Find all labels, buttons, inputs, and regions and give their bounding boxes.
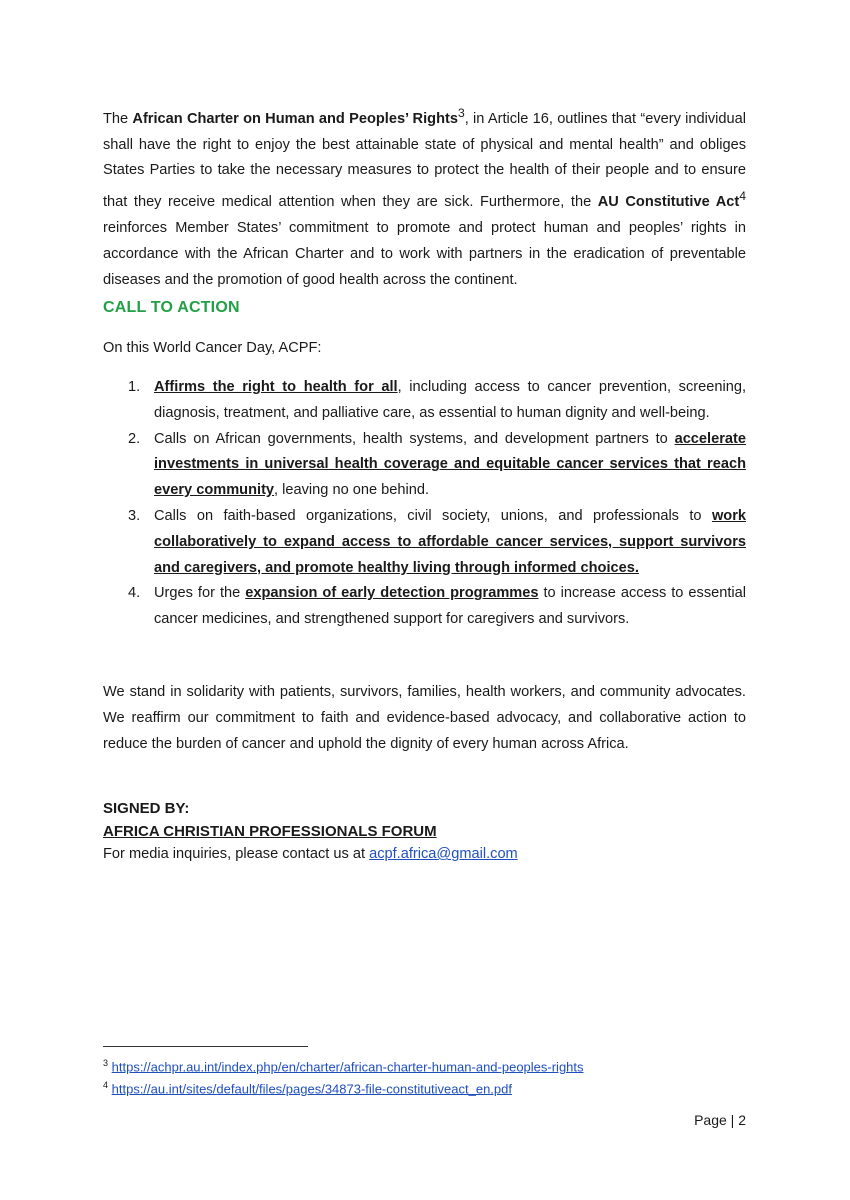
footnote-divider xyxy=(103,1046,308,1047)
organization-name: AFRICA CHRISTIAN PROFESSIONALS FORUM xyxy=(103,823,437,840)
footnote-3: $^3$ https://achpr.au.int/index.php/en/charter/african-charter-human-and-peoples-rights xyxy=(103,1058,584,1075)
emphasis-text: accelerate investments in universal health coverage and equitable cancer services that reach every community xyxy=(154,430,746,499)
intro-paragraph: The African Charter on Human and Peoples’ Rights$^3$, in Article 16, outlines that “every individual shall have the right to enjoy the best attainable state of physical and mental health” and obliges States Parties to take the necessary measures to protect the health of their people and to ensure that they receive medical attention when they are sick. Furthermore, the AU Constitutive Act$^4$ reinforces Member States’ commitment to promote and protect human and peoples’ rights in accordance with the African Charter and to work with partners in the eradication of preventable diseases and the promotion of good health across the continent. xyxy=(103,106,746,288)
emphasis-text: expansion of early detection programmes xyxy=(245,585,539,602)
call-to-action-intro: On this World Cancer Day, ACPF: xyxy=(103,340,322,356)
footnote-ref-4: 4 xyxy=(739,189,746,204)
emphasis-text: work collaboratively to expand access to affordable cancer services, support survivors and caregivers, and promote healthy living through informed choices. xyxy=(154,507,746,576)
list-item: 3. Calls on faith-based organizations, civil society, unions, and professionals to work collaboratively to expand access to affordable cancer services, support survivors and caregivers, and promote healthy living through informed choices. xyxy=(128,507,746,576)
list-item: 4. Urges for the expansion of early detection programmes to increase access to essential cancer medicines, and strengthened support for caregivers and survivors. xyxy=(128,585,746,628)
footnote-ref-3: 3 xyxy=(457,106,465,120)
call-to-action-heading: CALL TO ACTION xyxy=(103,299,240,316)
list-item: 1. Affirms the right to health for all, including access to cancer prevention, screening, diagnosis, treatment, and palliative care, as essential to human dignity and well-being. xyxy=(128,379,747,421)
footnote-4: $^4$ https://au.int/sites/default/files/pages/34873-file-constitutiveact_en.pdf xyxy=(103,1080,512,1097)
list-item: 2. Calls on African governments, health systems, and development partners to accelerate investments in universal health coverage and equitable cancer services that reach every community, leaving no one behind. xyxy=(128,430,746,499)
footnote-4-link[interactable]: https://au.int/sites/default/files/pages/34873-file-constitutiveact_en.pdf xyxy=(111,1081,512,1097)
signed-by-label: SIGNED BY: xyxy=(103,800,190,817)
document-page xyxy=(103,0,746,1200)
media-contact: For media inquiries, please contact us at acpf.africa@gmail.com xyxy=(103,846,518,862)
contact-email-link[interactable]: acpf.africa@gmail.com xyxy=(369,846,518,862)
action-list xyxy=(103,375,746,633)
charter-name: African Charter on Human and Peoples’ Rights xyxy=(132,110,458,127)
emphasis-text: Affirms the right to health for all xyxy=(154,379,398,395)
closing-paragraph: We stand in solidarity with patients, survivors, families, health workers, and community advocates. We reaffirm our commitment to faith and evidence-based advocacy, and collaborative action to reduce the burden of cancer and uphold the dignity of every human across Africa. xyxy=(103,684,746,752)
constitutive-act-name: AU Constitutive Act xyxy=(597,194,740,211)
footnote-3-link[interactable]: https://achpr.au.int/index.php/en/charter/african-charter-human-and-peoples-rights xyxy=(111,1059,584,1075)
page-number: Page | 2 xyxy=(694,1112,746,1128)
